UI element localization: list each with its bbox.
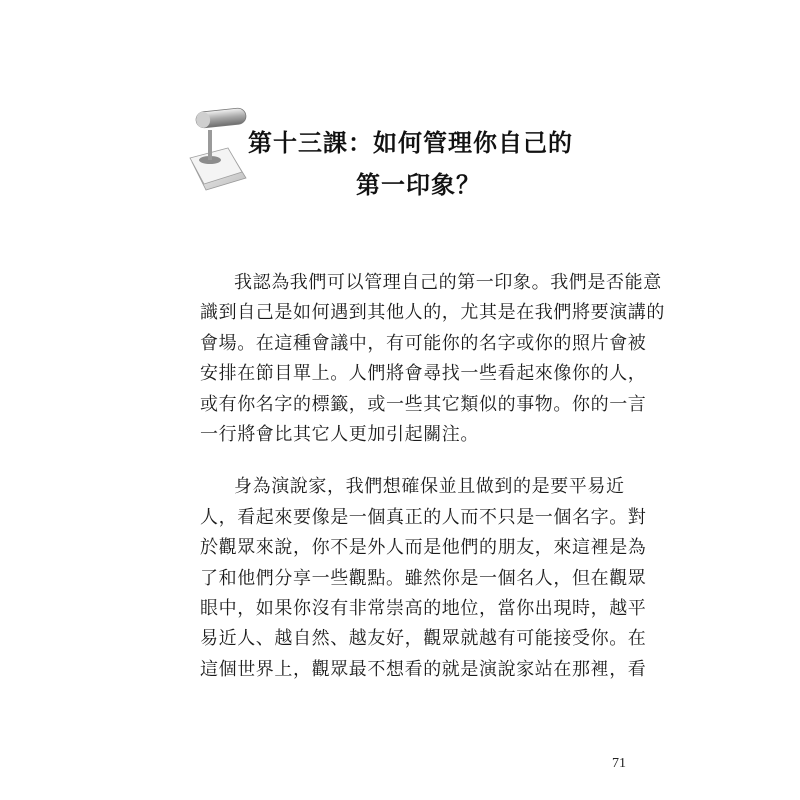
text-line: 了和他們分享一些觀點。雖然你是一個名人，但在觀眾 [200,567,647,589]
text-line: 會場。在這種會議中，有可能你的名字或你的照片會被 [200,332,647,354]
paragraph-2 [200,472,647,685]
text-line: 眼中，如果你沒有非常崇高的地位，當你出現時，越平 [200,598,647,620]
text-line: 我認為我們可以管理自己的第一印象。我們是否能意 [234,272,662,293]
paragraph-1 [200,268,665,450]
body-text [200,268,665,685]
text-line: 身為演說家，我們想確保並且做到的是要平易近 [234,476,625,498]
chapter-title [248,128,573,200]
chapter-title-line-2: 第一印象？ [356,171,481,199]
paragraph-spacer [200,450,600,472]
text-line: 人，看起來要像是一個真正的人而不只是一個名字。對 [200,506,647,528]
text-line: 或有你名字的標籤，或一些其它類似的事物。你的一言 [200,393,647,415]
text-line: 於觀眾來說，你不是外人而是他們的朋友，來這裡是為 [200,537,647,559]
text-line: 這個世界上，觀眾最不想看的就是演說家站在那裡，看 [200,658,647,680]
microphone-icon [186,100,250,196]
text-line: 易近人、越自然、越友好，觀眾就越有可能接受你。在 [200,628,647,650]
chapter-title-line-1: 第十三課：如何管理你自己的 [248,129,573,157]
text-line: 一行將會比其它人更加引起關注。 [200,424,479,446]
page-number: 71 [612,756,626,771]
text-line: 識到自己是如何遇到其他人的，尤其是在我們將要演講的 [200,302,665,324]
text-line: 安排在節目單上。人們將會尋找一些看起來像你的人， [200,363,647,385]
